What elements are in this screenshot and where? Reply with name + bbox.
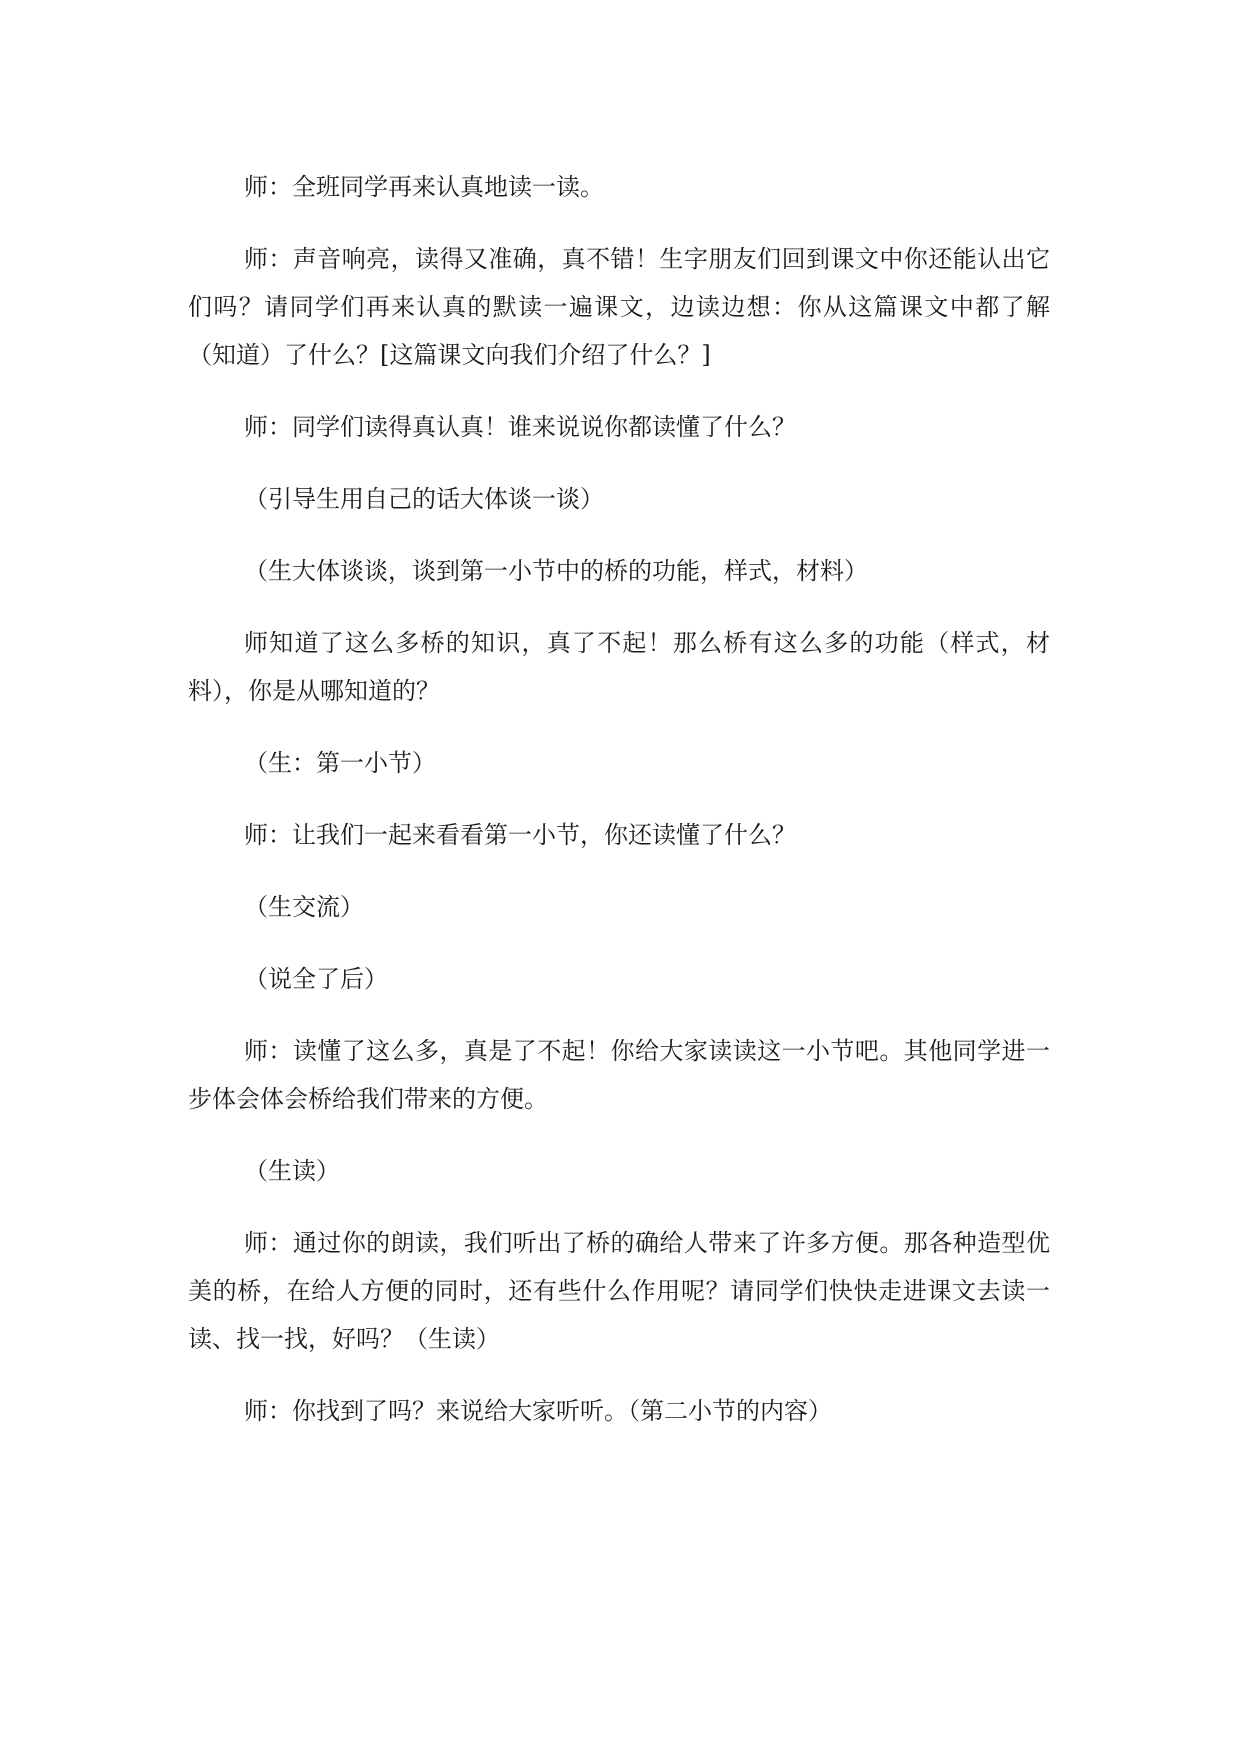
paragraph-1: 师：全班同学再来认真地读一读。 [244, 173, 604, 201]
paragraph-14: 师：你找到了吗？来说给大家听听。（第二小节的内容） [244, 1397, 832, 1425]
paragraph-10: （说全了后） [244, 965, 388, 993]
paragraph-12: （生读） [244, 1157, 340, 1185]
paragraph-7: （生：第一小节） [244, 749, 436, 777]
paragraph-9: （生交流） [244, 893, 364, 921]
paragraph-6: 师知道了这么多桥的知识，真了不起！那么桥有这么多的功能（样式，材料），你是从哪知道的？ [188, 629, 1050, 705]
paragraph-5: （生大体谈谈，谈到第一小节中的桥的功能，样式，材料） [244, 557, 868, 585]
paragraph-11: 师：读懂了这么多，真是了不起！你给大家读读这一小节吧。其他同学进一步体会体会桥给我们带来的方便。 [188, 1037, 1050, 1113]
paragraph-13: 师：通过你的朗读，我们听出了桥的确给人带来了许多方便。那各种造型优美的桥，在给人方便的同时，还有些什么作用呢？请同学们快快走进课文去读一读、找一找，好吗？（生读） [188, 1229, 1050, 1353]
paragraph-4: （引导生用自己的话大体谈一谈） [244, 485, 604, 513]
paragraph-2: 师：声音响亮，读得又准确，真不错！生字朋友们回到课文中你还能认出它们吗？请同学们再来认真的默读一遍课文，边读边想：你从这篇课文中都了解（知道）了什么？[这篇课文向我们介绍了什么？] [188, 245, 1050, 369]
paragraph-8: 师：让我们一起来看看第一小节，你还读懂了什么？ [244, 821, 796, 849]
document-body [188, 163, 1050, 1459]
paragraph-3: 师：同学们读得真认真！谁来说说你都读懂了什么？ [244, 413, 796, 441]
